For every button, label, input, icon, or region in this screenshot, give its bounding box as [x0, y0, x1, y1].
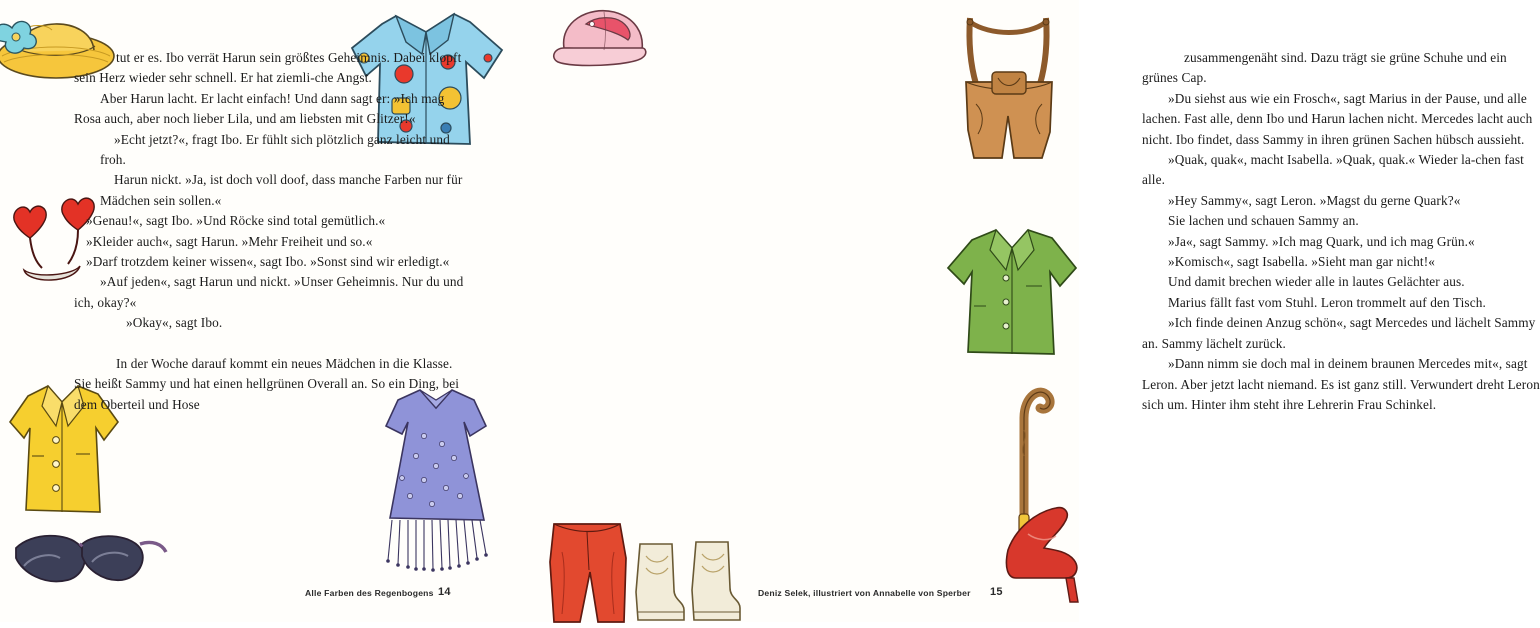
paragraph: In der Woche darauf kommt ein neues Mädchen in die Klasse. Sie heißt Sammy und hat einen hellgrünen Overall an. So ein Ding, bei dem Oberteil und Hose	[74, 355, 460, 412]
paragraph: Und damit brechen wieder alle in lautes Gelächter aus.	[1168, 274, 1465, 290]
left-page-number: 14	[438, 586, 451, 598]
paragraph: »Quak, quak«, macht Isabella. »Quak, quak.« Wieder la-chen fast alle.	[1142, 152, 1524, 188]
paragraph: »Du siehst aus wie ein Frosch«, sagt Marius in der Pause, und alle lachen. Fast alle, denn Ibo und Harun lachen nicht. Mercedes lacht auch nicht. Ibo findet, dass Sammy in ihren grünen Sachen hübsch aussieht.	[1142, 90, 1533, 147]
red-high-heel-illustration	[998, 490, 1088, 610]
paragraph: zusammengenäht sind. Dazu trägt sie grüne Schuhe und ein grünes Cap.	[1142, 50, 1507, 86]
sunglasses-illustration	[10, 518, 170, 598]
paragraph: »Ja«, sagt Sammy. »Ich mag Quark, und ich mag Grün.«	[1168, 233, 1475, 249]
brown-lederhosen-illustration	[946, 8, 1074, 178]
paragraph-spacer	[74, 334, 466, 354]
cowboy-boots-illustration	[626, 538, 756, 628]
paragraph: Marius fällt fast vom Stuhl. Leron trommelt auf den Tisch.	[1168, 294, 1486, 310]
right-page-number: 15	[990, 586, 1003, 598]
right-footer-credit: Deniz Selek, illustriert von Annabelle von Sperber	[758, 588, 971, 598]
paragraph: »Komisch«, sagt Isabella. »Sieht man gar nicht!«	[1168, 254, 1435, 270]
paragraph: »Auf jeden«, sagt Harun und nickt. »Unser Geheimnis. Nur du und ich, okay?«	[74, 274, 464, 310]
paragraph: »Echt jetzt?«, fragt Ibo. Er fühlt sich plötzlich ganz leicht und froh.	[100, 131, 450, 168]
paragraph: »Okay«, sagt Ibo.	[126, 315, 223, 331]
paragraph: Sie lachen und schauen Sammy an.	[1168, 213, 1359, 229]
left-page	[0, 0, 539, 622]
paragraph: »Genau!«, sagt Ibo. »Und Röcke sind total gemütlich.«	[86, 213, 386, 229]
green-shirt-illustration	[938, 220, 1088, 365]
paragraph: Harun nickt. »Ja, ist doch voll doof, dass manche Farben nur für Mädchen sein sollen.«	[100, 172, 463, 208]
paragraph: tut er es. Ibo verrät Harun sein größtes Geheimnis. Dabei klopft sein Herz wieder sehr schnell. Er hat ziemli-che Angst.	[74, 50, 462, 86]
paragraph: »Hey Sammy«, sagt Leron. »Magst du gerne Quark?«	[1168, 192, 1461, 208]
right-page	[540, 0, 1540, 622]
paragraph: »Dann nimm sie doch mal in deinem braunen Mercedes mit«, sagt Leron. Aber jetzt lacht niemand. Es ist ganz still. Verwundert dreht Leron sich um. Hinter ihm steht ihre Lehrerin Frau Schinkel.	[1142, 356, 1540, 412]
pink-cap-illustration	[548, 2, 668, 76]
paragraph: »Ich finde deinen Anzug schön«, sagt Mercedes und lächelt Sammy an. Sammy lächelt zurück.	[1142, 315, 1536, 351]
paragraph: Aber Harun lacht. Er lacht einfach! Und dann sagt er: »Ich mag Rosa auch, aber noch lieber Lila, und am liebsten mit Glitzer!«	[74, 90, 445, 127]
paragraph: »Kleider auch«, sagt Harun. »Mehr Freiheit und so.«	[86, 233, 373, 249]
left-footer-credit: Alle Farben des Regenbogens	[305, 588, 434, 598]
right-page-text-column	[1142, 48, 1540, 415]
paragraph: »Darf trotzdem keiner wissen«, sagt Ibo. »Sonst sind wir erledigt.«	[86, 254, 450, 270]
left-page-text-column	[74, 48, 466, 415]
